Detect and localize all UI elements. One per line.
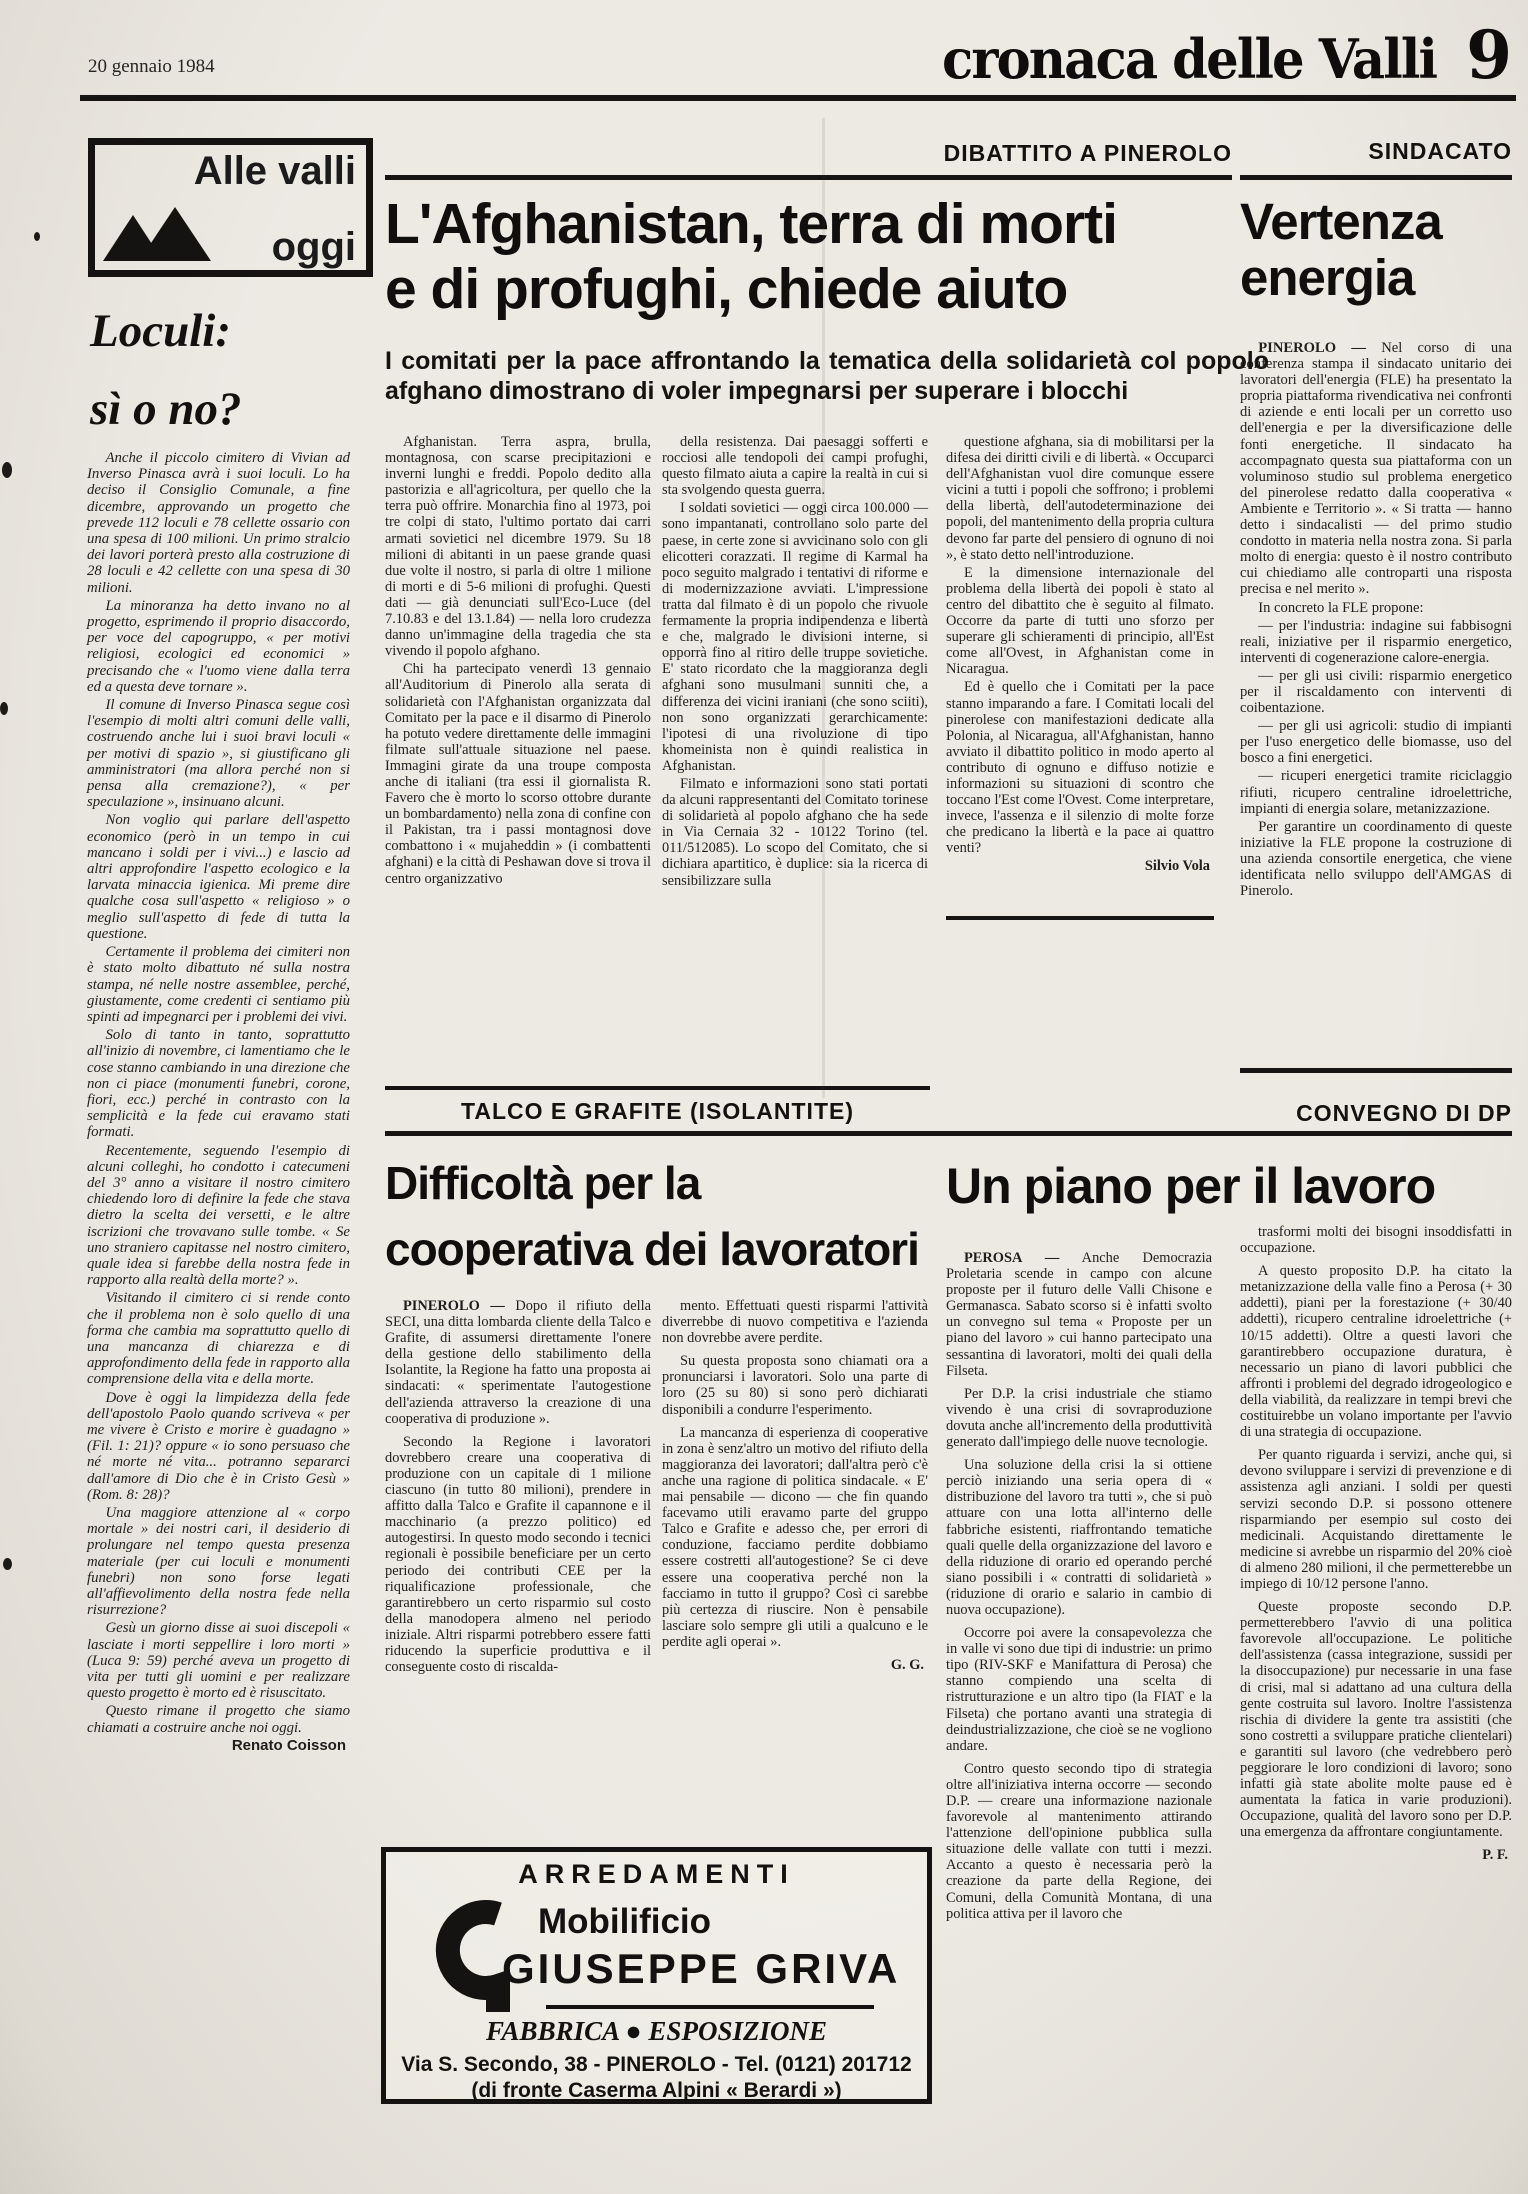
ad-rule xyxy=(546,2005,874,2009)
loculi-headline: Loculi: sì o no? xyxy=(90,305,242,435)
paragraph: Certamente il problema dei cimiteri non è stato molto dibattuto né sulla nostra stampa, né nelle nostre assemblee, perché, giustamente, come credenti ci sentiamo più spinti ad impegnarci per i problemi dei vivi. xyxy=(87,944,350,1025)
kicker-convegno-dp: CONVEGNO DI DP xyxy=(1296,1100,1512,1126)
talco-col-1 xyxy=(385,1298,651,1682)
paragraph-list xyxy=(385,1434,651,1675)
paragraph: Una soluzione della crisi la si ottiene perciò iniziando una seria opera di « distribuzione del lavoro tra tutti », che si può attuare con una lotta all'interno delle fabbriche esistenti, riaffrontando tematiche quali quelle della organizzazione del lavoro e della riduzione di orario ed operando perché siano possibili i « contratti di solidarietà » (riduzione di orario e salario in cambio di nuova occupazione). xyxy=(946,1457,1212,1618)
paragraph: Per garantire un coordinamento di queste iniziative la FLE propone la costruzione di una azienda consortile energetica, che viene identificata nello sviluppo dell'AMGAS di Pinerolo. xyxy=(1240,818,1512,900)
paragraph: Gesù un giorno disse ai suoi discepoli « lasciate i morti seppellire i loro morti » (Luca 9: 59) perché aveva un progetto di vita per tutti gli uomini e per realizzare questo progetto è morto ed è risuscitato. xyxy=(87,1620,350,1702)
paragraph: della resistenza. Dai paesaggi sofferti e rocciosi alle tendopoli dei campi profughi, questo filmato aiuta a capire la realtà in cui si sta svolgendo questa guerra. xyxy=(662,434,928,499)
afghanistan-col-2 xyxy=(662,434,928,891)
paragraph: questione afghana, sia di mobilitarsi per la difesa dei diritti civili e di libertà. « Occuparci dell'Afghanistan vuol dire comunque essere vicini a tutti i popoli che soffrono; i problemi della libertà, dell'autodeterminazione dei popoli, del mantenimento della propria cultura devono far parte del pensiero di ognuno di noi », è stato detto nell'introduzione. xyxy=(946,434,1214,563)
dateline: PINEROLO — xyxy=(403,1298,505,1314)
paragraph: E la dimensione internazionale del problema della libertà dei popoli è stato al centro del dibattito che è seguito al filmato. Occorre da parte di tutti uno sforzo per superare gli schieramenti di principio, all'Est come all'Ovest, in Afghanistan come in Nicaragua. xyxy=(946,564,1214,678)
byline: P. F. xyxy=(1482,1847,1508,1864)
dp-col-2 xyxy=(1240,1224,1512,1871)
paragraph-text: Nel corso di una conferenza stampa il sindacato unitario dei lavoratori dell'energia (FLE) ha presentato la propria piattaforma rivendicativa nei confronti di aziende e enti locali per un corretto uso dell'energia e per la diversificazione delle fonti energetiche. Il sindacato ha accompagnato questa sua piattaforma con un voluminoso studio sul problema energetico del pinerolese redatto dalla cooperativa « Ambiente e Territorio ». « Si tratta — hanno detto i sindacalisti — del primo studio condotto in materia nella nostra zona. Si parla molto di energia: questo è il nostro contributo cui chiediamo alle controparti una risposta precisa e nel merito ». xyxy=(1240,340,1512,598)
kicker-talco: TALCO E GRAFITE (ISOLANTITE) xyxy=(461,1098,854,1124)
section-rule xyxy=(385,1131,1512,1136)
loculi-article-body xyxy=(87,450,350,1756)
paragraph: Questo rimane il progetto che siamo chiamati a costruire anche noi oggi. xyxy=(87,1703,350,1736)
kicker-dibattito: DIBATTITO A PINEROLO xyxy=(943,140,1232,166)
section-rule xyxy=(385,175,1232,180)
dp-headline: Un piano per il lavoro xyxy=(946,1158,1436,1214)
scan-artifact xyxy=(0,702,8,715)
paragraph: mento. Effettuati questi risparmi l'attività diverrebbe di nuovo competitiva e l'azienda non dovrebbe avere perdite. xyxy=(662,1298,928,1347)
paragraph: Anche il piccolo cimitero di Vivian ad Inverso Pinasca avrà i suoi loculi. Lo ha deciso il Consiglio Comunale, a fine dicembre, approvando un progetto che prevede 112 loculi e 78 cellette ossario con una spesa di 100 milioni. Un primo stralcio dei lavori porterà presto alla costruzione di 28 loculi e 42 cellette con una spesa di 30 milioni. xyxy=(87,450,350,596)
afghanistan-col-3 xyxy=(946,434,1214,877)
paragraph: Recentemente, seguendo l'esempio di alcuni colleghi, ho condotto i catecumeni del 3° anno a visitare il nostro cimitero chiedendo loro di definire la fede che stava dietro la scelta dei versetti, e le altre iscrizioni che trovavano sulle tombe. « Se uno straniero capitasse nel nostro cimitero, quale idea si farebbe della nostra fede in rapporto alla realtà della morte? ». xyxy=(87,1142,350,1289)
scan-artifact xyxy=(3,1558,12,1570)
paragraph: La minoranza ha detto invano no al progetto, esprimendo il proprio disaccordo, per voce del capogruppo, « per motivi religiosi, ecologici ed economici » precisando che « l'uomo viene dalla terra ed a questa deve tornare ». xyxy=(87,597,350,695)
paragraph-list xyxy=(662,1298,928,1650)
page-number: 9 xyxy=(1466,16,1512,94)
afghanistan-standfirst: I comitati per la pace affrontando la tematica della solidarietà col popolo afghano dimostrano di voler impegnarsi per superare i blocchi xyxy=(385,347,1269,405)
paragraph: — ricuperi energetici tramite riciclaggio rifiuti, ricupero centraline idroelettriche, impianti di energia solare, metanizzazione. xyxy=(1240,768,1512,817)
paragraph xyxy=(946,1250,1212,1379)
paragraph: In concreto la FLE propone: xyxy=(1258,599,1424,616)
paragraph-list xyxy=(662,434,928,889)
alle-valli-label: Alle valli xyxy=(193,149,356,193)
paragraph: Chi ha partecipato venerdì 13 gennaio all'Auditorium di Pinerolo alla serata di solidarietà con l'Afghanistan organizzata dal Comitato per la pace e il disarmo di Pinerolo ha potuto vedere direttamente delle immagini filmate sull'attuale situazione nel paese. Immagini girate da una troupe composta anche di italiani (tra essi il giornalista R. Favero che è morto lo scorso ottobre durante un bombardamento) nella zona di confine con il Pakistan, tra i passi montagnosi dove combattono i « mujaheddin » (i combattenti afghani) e la città di Peshawan dove si trova il centro organizzativo xyxy=(385,661,651,887)
masthead-title: cronaca delle Valli xyxy=(942,27,1437,91)
paragraph: Per D.P. la crisi industriale che stiamo vivendo è una crisi di sovraproduzione dovuta anche all'incremento della produttività generato dall'impiego delle nuove tecnologie. xyxy=(946,1385,1212,1451)
kicker-sindacato: SINDACATO xyxy=(1368,138,1512,164)
ad-address: Via S. Secondo, 38 - PINEROLO - Tel. (0121) 201712 xyxy=(401,2053,912,2076)
ad-arredamenti-label: ARREDAMENTI xyxy=(518,1859,795,1889)
talco-col-2 xyxy=(662,1298,928,1680)
masthead xyxy=(916,16,1512,94)
paragraph xyxy=(385,1298,651,1427)
paragraph: A questo proposito D.P. ha citato la metanizzazione della valle fino a Perosa (+ 30 addetti), piani per la forestazione (+ 30/40 addetti), ricupero centraline idroelettriche (+ 10/15 addetti). Oltre a questi lavori che garantirebbero occupazione duratura, è necessario un piano di lavori pubblici che affronti i problemi del degrado idrogeologico e della viabilità, da realizzare in tempi brevi che costituirebbe un volano importante per l'avvio di una strategia di occupazione. xyxy=(1240,1263,1512,1441)
ad-fabbrica-esposizione: FABBRICA ● ESPOSIZIONE xyxy=(486,2016,827,2046)
griva-advertisement xyxy=(381,1847,932,2104)
ad-address-note: (di fronte Caserma Alpini « Berardi ») xyxy=(471,2079,842,2102)
paragraph: — per gli usi civili: risparmio energetico per il riscaldamento con interventi di coibentazione. xyxy=(1240,667,1512,717)
column-end-rule xyxy=(1240,1068,1512,1073)
section-rule xyxy=(1240,175,1512,180)
header-rule xyxy=(80,95,1516,101)
paragraph: — per gli usi agricoli: studio di impianti per l'uso energetico delle biomasse, uso del bosco a fini energetici. xyxy=(1240,718,1512,767)
paragraph-list xyxy=(946,1386,1212,1922)
paragraph: Secondo la Regione i lavoratori dovrebbero creare una cooperativa di produzione con un capitale di 1 milione ciascuno (in tutto 80 milioni), prendere in affitto dalla Talco e Grafite il capannone e il macchinario (a prezzo politico) ed autogestirsi. In questo modo secondo i tecnici regionali è possibile beneficiare per un certo periodo dei contributi CEE per la riqualificazione professionale, che garantirebbero un certo risparmio sul costo della manodopera almeno nel periodo iniziale. Altri risparmi potrebbero essere fatti riducendo la superficie produttiva e il conseguente costo di riscalda- xyxy=(385,1433,651,1676)
column-end-rule xyxy=(946,916,1214,920)
paragraph: Contro questo secondo tipo di strategia oltre all'iniziativa interna occorre — secondo D.P. — creare una informazione nazionale favorevole al mantenimento attirando l'attenzione dell'opinione pubblica sulla situazione delle vallate con tutti i mezzi. Accanto a questo è necessaria però la creazione da parte della Regione, dei Comuni, della Comunità Montana, di una politica attiva per il lavoro che xyxy=(946,1760,1212,1922)
dateline: PEROSA — xyxy=(964,1250,1060,1266)
scan-artifact xyxy=(34,232,40,241)
ad-brand-large: GIUSEPPE GRIVA xyxy=(502,1945,901,1992)
alle-valli-oggi-box xyxy=(88,138,373,277)
paragraph: Il comune di Inverso Pinasca segue così l'esempio di molti altri comuni delle valli, costruendo anche lui i suoi bravi loculi « per motivi di spazio », si giustificano gli amministratori (ma allora perché non si pensa alla cremazione?), « per speculazione », insinuano alcuni. xyxy=(87,697,350,811)
afghanistan-col-1 xyxy=(385,434,651,889)
paragraph-list xyxy=(1240,600,1512,900)
paragraph: La mancanza di esperienza di cooperative in zona è senz'altro un motivo del rifiuto della maggioranza dei lavoratori; dall'altra però c'è anche una ragione di politica sindacale. « E' mai pensabile — dicono — che fin quando facevamo utili eravamo parte del gruppo Talco e Grafite e adesso che, per errori di conduzione, facciamo perdite dobbiamo essere costretti all'autogestione? Se ci deve essere una cooperativa perché non la facciamo in tutto il gruppo? Così ci sarebbe più certezza di riuscire. Non è pensabile lasciare solo sempre gli utili a qualcuno e le perdite agli operai ». xyxy=(662,1424,928,1650)
paragraph: Ed è quello che i Comitati per la pace stanno imparando a fare. I Comitati locali del pinerolese con manifestazioni dedicate alla Polonia, al Nicaragua, all'Afghanistan, hanno avviato il dibattito politico in modo aperto al contributo di ognuno e diffuso notizie e informazioni su situazioni di scontro che toccano l'Est come l'Ovest. Come interpretare, invece, l'assenza e il silenzio di molte forze che predicano la libertà e la pace ai quattro venti? xyxy=(946,679,1214,857)
paragraph: Dove è oggi la limpidezza della fede dell'apostolo Paolo quando scriveva « per me vivere è Cristo e morire è guadagno » (Fil. 1: 21)? oppure « io sono persuaso che né morte né vita... potranno separarci dall'amore di Dio che è in Cristo Gesù » (Rom. 8: 28)? xyxy=(87,1389,350,1503)
scan-crease xyxy=(822,118,825,1098)
paragraph: Filmato e informazioni sono stati portati da alcuni rappresentanti del Comitato torinese di solidarietà al popolo afghano che ha sede in Via Cernaia 32 - 10122 Torino (tel. 011/512085). Lo scopo del Comitato, che si dichiara apartitico, è duplice: sia la ricerca di sensibilizzare sulla xyxy=(662,775,928,889)
paragraph: — per l'industria: indagine sui fabbisogni reali, iniziative per il risparmio energetico, interventi di cogenerazione calore-energia. xyxy=(1240,617,1512,666)
paragraph: I soldati sovietici — oggi circa 100.000 — sono impantanati, controllano solo parte del paese, in certe zone si avvicinano solo con gli elicotteri corazzati. Il regime di Karmal ha poco seguito malgrado i tentativi di riforme e di modernizzazione avviati. L'impressione tratta dal filmato è di un popolo che rivuole fermamente la propria indipendenza e libertà e che, malgrado le divisioni interne, si opporrà fino al ritiro delle truppe sovietiche. E' stato ricordato che la maggioranza degli afghani sono musulmani sunniti che, a differenza dei vicini iraniani (che sono sciiti), non sono organizzati gerarchicamente: l'ipotesi di una rivoluzione di tipo khomeinista non è quindi realistica in Afghanistan. xyxy=(662,500,928,774)
paragraph: Occorre poi avere la consapevolezza che in valle vi sono due tipi di industrie: un primo tipo (RIV-SKF e Manifattura di Perosa) che stanno compiendo una scelta di ristrutturazione e un altro tipo (la FIAT e la Filseta) che portano avanti una strategia di deindustrializzazione, che cioè se ne vogliono andare. xyxy=(946,1625,1212,1754)
byline: Renato Coisson xyxy=(231,1736,346,1754)
paragraph: Afghanistan. Terra aspra, brulla, montagnosa, con scarse precipitazioni e inverni lunghi e freddi. Popolo dedito alla pastorizia e all'agricoltura, per quello che la terra può offrire. Monarchia fino al 1973, poi tre colpi di stato, l'ultimo portato dai carri armati sovietici nel dicembre 1979. Su 18 milioni di abitanti in un paese grande quasi due volte il nostro, si parla di oltre 1 milione di morti e di 5-6 milioni di profughi. Questi dati — già denunciati sull'Eco-Luce (del 7.10.83 e del 13.1.84) — nella loro crudezza danno un'immagine della tragedia che sta vivendo il popolo afghano. xyxy=(385,434,651,660)
paragraph: Per quanto riguarda i servizi, anche qui, si devono sviluppare i servizi di prevenzione e di assistenza agli anziani. I soldi per questi servizi secondo D.P. si possono ottenere risparmiando per esempio sul costo dei medicinali. Acquistando direttamente le medicine si avrebbe un risparmio del 20% cioè di almeno 280 milioni, il che permetterebbe un impiego di 10/12 persone l'anno. xyxy=(1240,1447,1512,1592)
talco-headline: Difficoltà per la cooperativa dei lavoratori xyxy=(385,1157,919,1275)
paragraph: Visitando il cimitero ci si rende conto che il problema non è solo quello di una forma che cambia ma soprattutto quello di una mancanza di chiarezza e di approfondimento della fede in rapporto alla comprensione della vita e della morte. xyxy=(87,1290,350,1388)
paragraph: Non voglio qui parlare dell'aspetto economico (però in un tempo in cui mancano i soldi per i vivi...) e lascio ad altri approfondire l'aspetto ecologico e la larvata minaccia igienica. Mi preme dire qualche cosa sull'aspetto « religioso » o meglio sull'aspetto di fede di tutta la questione. xyxy=(87,812,350,942)
vertenza-article-body xyxy=(1240,340,1512,901)
dp-col-1 xyxy=(946,1250,1212,1929)
paragraph-list xyxy=(87,450,350,1736)
issue-date: 20 gennaio 1984 xyxy=(88,56,215,77)
paragraph-list xyxy=(385,434,651,887)
paragraph-list xyxy=(946,434,1214,856)
paragraph xyxy=(1240,340,1512,598)
paragraph-list xyxy=(1240,1224,1512,1840)
oggi-label: oggi xyxy=(271,225,356,269)
paragraph-text: Dopo il rifiuto della SECI, una ditta lombarda cliente della Talco e Grafite, di assumersi direttamente l'onere della gestione dello stabilimento della Isolantite, la Regione ha fatto una proposta ai sindacati: « sperimentate l'autogestione dell'azienda attraverso la creazione di una cooperativa di produzione ». xyxy=(385,1298,651,1427)
dateline: PINEROLO — xyxy=(1258,340,1366,356)
paragraph: Una maggiore attenzione al « corpo mortale » dei nostri cari, il desiderio di prolungare nel tempo questa presenza materiale (per cui loculi e monumenti funebri) non sono forse legati all'affievolimento della nostra fede nella risurrezione? xyxy=(87,1505,350,1619)
byline: G. G. xyxy=(890,1656,924,1673)
ad-brand-small: Mobilificio xyxy=(538,1902,712,1941)
afghanistan-headline: L'Afghanistan, terra di morti e di profughi, chiede aiuto xyxy=(385,192,1117,321)
section-rule xyxy=(385,1086,930,1090)
paragraph: Su questa proposta sono chiamati ora a pronunciarsi i lavoratori. Solo una parte di loro (25 su 80) si sono però dichiarati disponibili a condurre l'esperimento. xyxy=(662,1353,928,1418)
paragraph: Queste proposte secondo D.P. permetterebbero l'avvio di una politica favorevole all'occupazione. Le politiche dell'assistenza (cassa integrazione, sussidi per la disoccupazione) pur necessarie in una fase di crisi, mal si adattano ad una cultura della gente costruita sul lavoro. Inoltre l'assistenza rischia di dividere la gente tra assistiti (che sono costretti a sviluppare pratiche clientelari) e garantiti sul lavoro (che vedrebbero però peggiorare le loro condizioni di lavoro; sono infatti già state abolite molte pause ed è aumentata la fatica in varie produzioni). Occupazione, qualità del lavoro sono per D.P. una emergenza da affrontare congiuntamente. xyxy=(1240,1599,1512,1841)
mountains-icon xyxy=(103,207,215,266)
vertenza-headline: Vertenza energia xyxy=(1240,193,1442,306)
byline: Silvio Vola xyxy=(1144,858,1210,875)
paragraph-text: Anche Democrazia Proletaria scende in campo con alcune proposte per il futuro delle Valli Chisone e Germanasca. Sabato scorso si è infatti svolto un convegno sul tema « Proposte per un piano del lavoro » cui hanno partecipato una sessantina di lavoratori, molti dei quali della Filseta. xyxy=(946,1250,1212,1379)
scan-artifact xyxy=(2,462,12,478)
paragraph: Solo di tanto in tanto, soprattutto all'inizio di novembre, ci lamentiamo che le cose stanno cambiando in una direzione che non ci piace (monumenti funebri, corone, fiori, ecc.) perché in contrasto con la semplicità e la fede cui eravamo stati formati. xyxy=(87,1027,350,1141)
paragraph: trasformi molti dei bisogni insoddisfatti in occupazione. xyxy=(1240,1224,1512,1257)
